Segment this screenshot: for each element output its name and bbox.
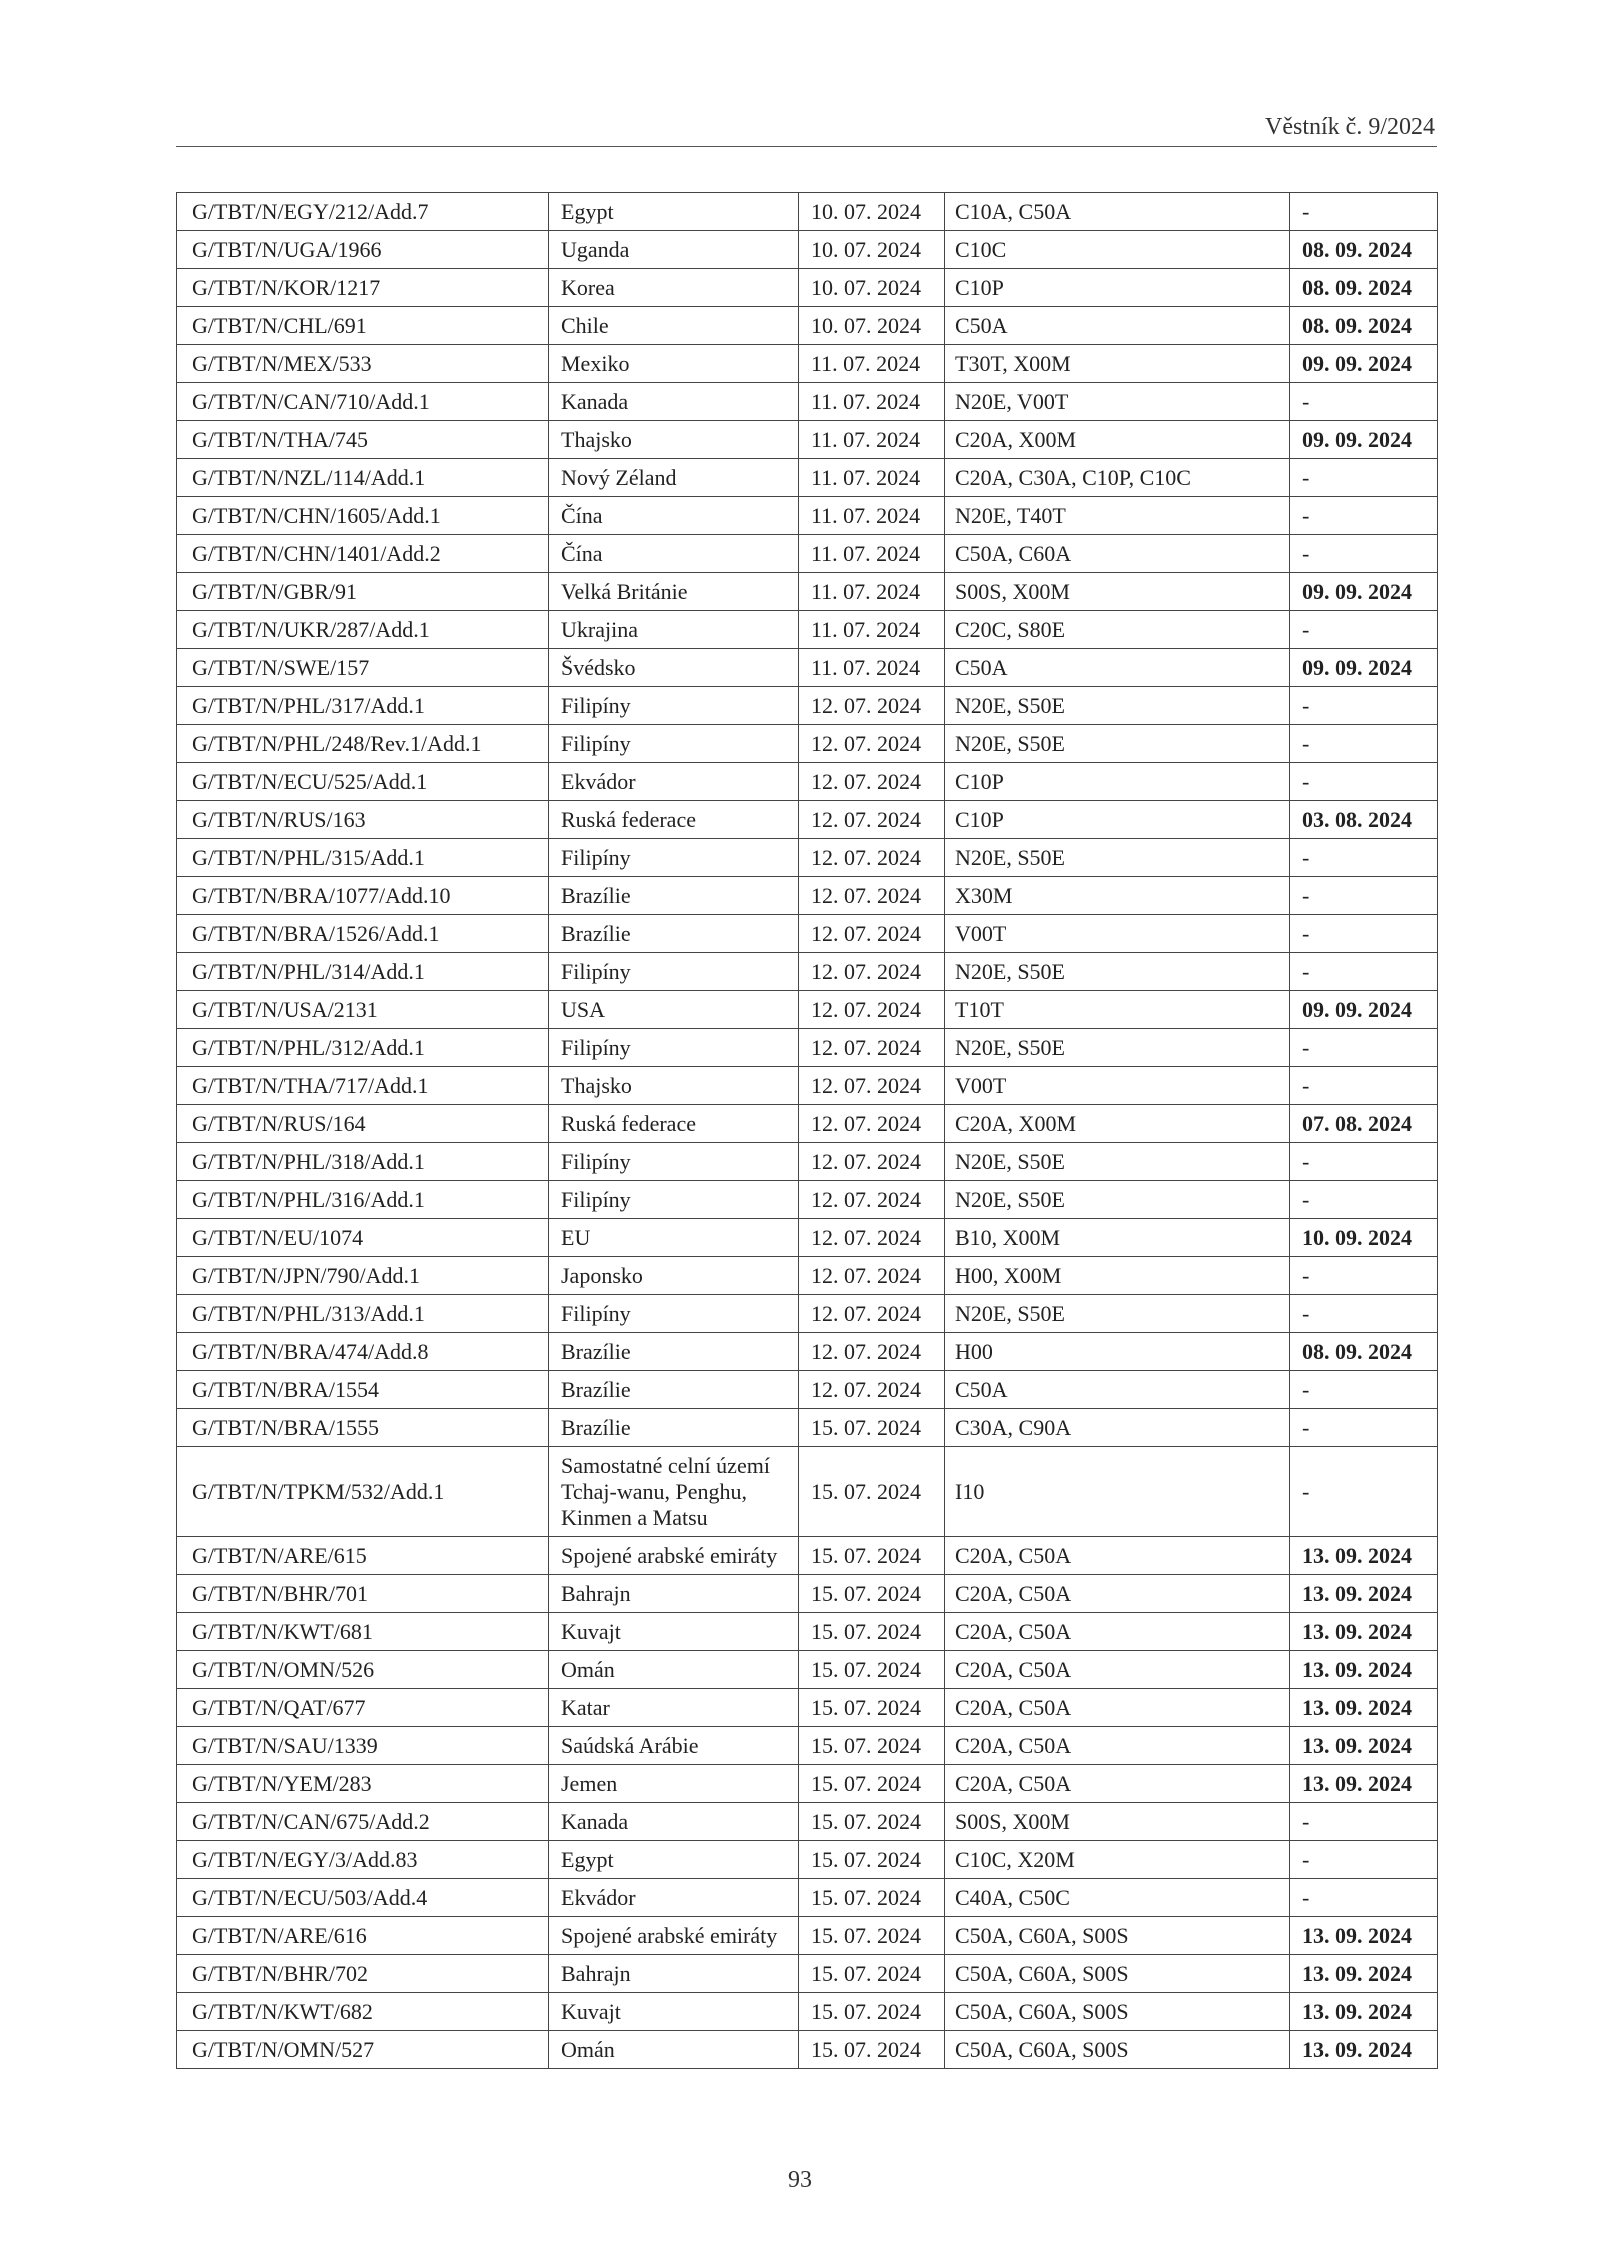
ics-codes-cell: C50A, C60A, S00S	[945, 1993, 1290, 2031]
table-row	[177, 649, 1438, 687]
notification-symbol-cell: G/TBT/N/YEM/283	[177, 1765, 549, 1803]
notification-symbol-cell: G/TBT/N/TPKM/532/Add.1	[177, 1447, 549, 1537]
date-cell: 12. 07. 2024	[799, 1333, 945, 1371]
comment-deadline-cell: -	[1290, 1409, 1438, 1447]
date-cell: 15. 07. 2024	[799, 1651, 945, 1689]
table-row	[177, 1029, 1438, 1067]
table-row	[177, 1371, 1438, 1409]
comment-deadline-cell: -	[1290, 953, 1438, 991]
comment-deadline-cell: 09. 09. 2024	[1290, 345, 1438, 383]
country-cell: Filipíny	[549, 1181, 799, 1219]
comment-deadline-cell: -	[1290, 687, 1438, 725]
ics-codes-cell: V00T	[945, 915, 1290, 953]
comment-deadline-cell: -	[1290, 497, 1438, 535]
ics-codes-cell: C10C, X20M	[945, 1841, 1290, 1879]
table-row	[177, 497, 1438, 535]
ics-codes-cell: C20A, C50A	[945, 1613, 1290, 1651]
country-cell: Filipíny	[549, 725, 799, 763]
ics-codes-cell: N20E, S50E	[945, 953, 1290, 991]
comment-deadline-cell: 09. 09. 2024	[1290, 991, 1438, 1029]
table-row	[177, 1651, 1438, 1689]
table-row	[177, 801, 1438, 839]
date-cell: 12. 07. 2024	[799, 877, 945, 915]
ics-codes-cell: N20E, S50E	[945, 839, 1290, 877]
notification-symbol-cell: G/TBT/N/OMN/527	[177, 2031, 549, 2069]
ics-codes-cell: X30M	[945, 877, 1290, 915]
date-cell: 11. 07. 2024	[799, 497, 945, 535]
date-cell: 12. 07. 2024	[799, 1067, 945, 1105]
country-cell: Bahrajn	[549, 1955, 799, 1993]
country-cell: Jemen	[549, 1765, 799, 1803]
country-cell: Brazílie	[549, 877, 799, 915]
country-cell: Filipíny	[549, 1295, 799, 1333]
table-row	[177, 1105, 1438, 1143]
notification-symbol-cell: G/TBT/N/PHL/248/Rev.1/Add.1	[177, 725, 549, 763]
ics-codes-cell: C50A, C60A	[945, 535, 1290, 573]
country-cell: Uganda	[549, 231, 799, 269]
notification-symbol-cell: G/TBT/N/SWE/157	[177, 649, 549, 687]
bulletin-title: Věstník č. 9/2024	[1265, 114, 1435, 140]
comment-deadline-cell: -	[1290, 1143, 1438, 1181]
table-row	[177, 1803, 1438, 1841]
notification-symbol-cell: G/TBT/N/SAU/1339	[177, 1727, 549, 1765]
notification-symbol-cell: G/TBT/N/UGA/1966	[177, 231, 549, 269]
table-row	[177, 1257, 1438, 1295]
table-row	[177, 459, 1438, 497]
table-row	[177, 1841, 1438, 1879]
notification-symbol-cell: G/TBT/N/ARE/616	[177, 1917, 549, 1955]
comment-deadline-cell: -	[1290, 839, 1438, 877]
country-cell: Kuvajt	[549, 1613, 799, 1651]
table-row	[177, 725, 1438, 763]
country-cell: Ekvádor	[549, 1879, 799, 1917]
table-row	[177, 1219, 1438, 1257]
notification-symbol-cell: G/TBT/N/ECU/503/Add.4	[177, 1879, 549, 1917]
table-row	[177, 1955, 1438, 1993]
table-row	[177, 307, 1438, 345]
country-cell: Ekvádor	[549, 763, 799, 801]
comment-deadline-cell: 13. 09. 2024	[1290, 1651, 1438, 1689]
notification-symbol-cell: G/TBT/N/QAT/677	[177, 1689, 549, 1727]
comment-deadline-cell: -	[1290, 459, 1438, 497]
country-cell: Thajsko	[549, 421, 799, 459]
country-cell: Švédsko	[549, 649, 799, 687]
table-row	[177, 991, 1438, 1029]
date-cell: 15. 07. 2024	[799, 1879, 945, 1917]
comment-deadline-cell: -	[1290, 725, 1438, 763]
country-cell: Samostatné celní území Tchaj-wanu, Penghu, Kinmen a Matsu	[549, 1447, 799, 1537]
table-row	[177, 231, 1438, 269]
ics-codes-cell: S00S, X00M	[945, 1803, 1290, 1841]
comment-deadline-cell: 09. 09. 2024	[1290, 573, 1438, 611]
comment-deadline-cell: -	[1290, 1067, 1438, 1105]
date-cell: 12. 07. 2024	[799, 1371, 945, 1409]
ics-codes-cell: C20A, C50A	[945, 1765, 1290, 1803]
country-cell: Ukrajina	[549, 611, 799, 649]
date-cell: 15. 07. 2024	[799, 1613, 945, 1651]
date-cell: 11. 07. 2024	[799, 649, 945, 687]
country-cell: Brazílie	[549, 1371, 799, 1409]
ics-codes-cell: N20E, S50E	[945, 1029, 1290, 1067]
comment-deadline-cell: 13. 09. 2024	[1290, 1993, 1438, 2031]
comment-deadline-cell: -	[1290, 193, 1438, 231]
ics-codes-cell: H00, X00M	[945, 1257, 1290, 1295]
country-cell: Filipíny	[549, 953, 799, 991]
country-cell: Brazílie	[549, 1409, 799, 1447]
comment-deadline-cell: -	[1290, 1841, 1438, 1879]
ics-codes-cell: C20C, S80E	[945, 611, 1290, 649]
ics-codes-cell: C50A	[945, 1371, 1290, 1409]
comment-deadline-cell: -	[1290, 1029, 1438, 1067]
notification-symbol-cell: G/TBT/N/KWT/682	[177, 1993, 549, 2031]
table-row	[177, 1295, 1438, 1333]
ics-codes-cell: N20E, S50E	[945, 1181, 1290, 1219]
table-row	[177, 877, 1438, 915]
country-cell: Filipíny	[549, 839, 799, 877]
ics-codes-cell: C10P	[945, 269, 1290, 307]
country-cell: Velká Británie	[549, 573, 799, 611]
comment-deadline-cell: 13. 09. 2024	[1290, 1537, 1438, 1575]
date-cell: 12. 07. 2024	[799, 1105, 945, 1143]
ics-codes-cell: C20A, X00M	[945, 421, 1290, 459]
table-row	[177, 1689, 1438, 1727]
country-cell: Bahrajn	[549, 1575, 799, 1613]
date-cell: 12. 07. 2024	[799, 1143, 945, 1181]
date-cell: 12. 07. 2024	[799, 1295, 945, 1333]
date-cell: 15. 07. 2024	[799, 1993, 945, 2031]
notification-symbol-cell: G/TBT/N/BRA/1555	[177, 1409, 549, 1447]
ics-codes-cell: I10	[945, 1447, 1290, 1537]
date-cell: 12. 07. 2024	[799, 1257, 945, 1295]
table-row	[177, 269, 1438, 307]
comment-deadline-cell: 08. 09. 2024	[1290, 231, 1438, 269]
notification-symbol-cell: G/TBT/N/JPN/790/Add.1	[177, 1257, 549, 1295]
country-cell: Kuvajt	[549, 1993, 799, 2031]
country-cell: Omán	[549, 2031, 799, 2069]
date-cell: 10. 07. 2024	[799, 307, 945, 345]
country-cell: Chile	[549, 307, 799, 345]
comment-deadline-cell: -	[1290, 1803, 1438, 1841]
table-row	[177, 687, 1438, 725]
page-header	[176, 112, 1437, 147]
table-row	[177, 611, 1438, 649]
ics-codes-cell: C20A, C50A	[945, 1575, 1290, 1613]
date-cell: 12. 07. 2024	[799, 915, 945, 953]
date-cell: 11. 07. 2024	[799, 383, 945, 421]
notification-symbol-cell: G/TBT/N/BRA/1554	[177, 1371, 549, 1409]
date-cell: 15. 07. 2024	[799, 1537, 945, 1575]
notification-symbol-cell: G/TBT/N/PHL/314/Add.1	[177, 953, 549, 991]
ics-codes-cell: N20E, S50E	[945, 687, 1290, 725]
ics-codes-cell: T10T	[945, 991, 1290, 1029]
table-row	[177, 1765, 1438, 1803]
notification-symbol-cell: G/TBT/N/BHR/702	[177, 1955, 549, 1993]
ics-codes-cell: C10P	[945, 763, 1290, 801]
table-row	[177, 1181, 1438, 1219]
comment-deadline-cell: 09. 09. 2024	[1290, 421, 1438, 459]
table-row	[177, 573, 1438, 611]
table-row	[177, 915, 1438, 953]
date-cell: 12. 07. 2024	[799, 1029, 945, 1067]
notification-symbol-cell: G/TBT/N/EGY/3/Add.83	[177, 1841, 549, 1879]
country-cell: Saúdská Arábie	[549, 1727, 799, 1765]
notification-symbol-cell: G/TBT/N/CAN/710/Add.1	[177, 383, 549, 421]
notification-symbol-cell: G/TBT/N/BHR/701	[177, 1575, 549, 1613]
comment-deadline-cell: 13. 09. 2024	[1290, 1955, 1438, 1993]
date-cell: 12. 07. 2024	[799, 839, 945, 877]
comment-deadline-cell: -	[1290, 877, 1438, 915]
notification-symbol-cell: G/TBT/N/KWT/681	[177, 1613, 549, 1651]
comment-deadline-cell: 13. 09. 2024	[1290, 1613, 1438, 1651]
country-cell: Japonsko	[549, 1257, 799, 1295]
date-cell: 11. 07. 2024	[799, 611, 945, 649]
country-cell: USA	[549, 991, 799, 1029]
comment-deadline-cell: -	[1290, 915, 1438, 953]
table-row	[177, 2031, 1438, 2069]
date-cell: 11. 07. 2024	[799, 459, 945, 497]
country-cell: Čína	[549, 535, 799, 573]
comment-deadline-cell: -	[1290, 611, 1438, 649]
notification-symbol-cell: G/TBT/N/THA/717/Add.1	[177, 1067, 549, 1105]
comment-deadline-cell: 13. 09. 2024	[1290, 1575, 1438, 1613]
table-row	[177, 535, 1438, 573]
table-row	[177, 193, 1438, 231]
date-cell: 15. 07. 2024	[799, 1689, 945, 1727]
country-cell: Korea	[549, 269, 799, 307]
notification-symbol-cell: G/TBT/N/PHL/315/Add.1	[177, 839, 549, 877]
country-cell: Filipíny	[549, 1029, 799, 1067]
notification-symbol-cell: G/TBT/N/ARE/615	[177, 1537, 549, 1575]
ics-codes-cell: C20A, C50A	[945, 1651, 1290, 1689]
notification-symbol-cell: G/TBT/N/RUS/163	[177, 801, 549, 839]
date-cell: 11. 07. 2024	[799, 345, 945, 383]
ics-codes-cell: C20A, C50A	[945, 1537, 1290, 1575]
country-cell: Omán	[549, 1651, 799, 1689]
ics-codes-cell: T30T, X00M	[945, 345, 1290, 383]
notification-symbol-cell: G/TBT/N/RUS/164	[177, 1105, 549, 1143]
table-row	[177, 953, 1438, 991]
comment-deadline-cell: -	[1290, 383, 1438, 421]
date-cell: 15. 07. 2024	[799, 1917, 945, 1955]
country-cell: Nový Zéland	[549, 459, 799, 497]
comment-deadline-cell: 09. 09. 2024	[1290, 649, 1438, 687]
notification-symbol-cell: G/TBT/N/CAN/675/Add.2	[177, 1803, 549, 1841]
comment-deadline-cell: 10. 09. 2024	[1290, 1219, 1438, 1257]
notification-symbol-cell: G/TBT/N/PHL/317/Add.1	[177, 687, 549, 725]
comment-deadline-cell: 08. 09. 2024	[1290, 1333, 1438, 1371]
comment-deadline-cell: -	[1290, 1181, 1438, 1219]
comment-deadline-cell: -	[1290, 1447, 1438, 1537]
table-row	[177, 1993, 1438, 2031]
country-cell: Kanada	[549, 383, 799, 421]
date-cell: 12. 07. 2024	[799, 1181, 945, 1219]
date-cell: 15. 07. 2024	[799, 2031, 945, 2069]
notification-symbol-cell: G/TBT/N/PHL/316/Add.1	[177, 1181, 549, 1219]
page-number: 93	[788, 2167, 812, 2193]
ics-codes-cell: N20E, V00T	[945, 383, 1290, 421]
date-cell: 15. 07. 2024	[799, 1955, 945, 1993]
comment-deadline-cell: 13. 09. 2024	[1290, 1765, 1438, 1803]
notification-symbol-cell: G/TBT/N/BRA/474/Add.8	[177, 1333, 549, 1371]
notification-symbol-cell: G/TBT/N/CHN/1605/Add.1	[177, 497, 549, 535]
comment-deadline-cell: -	[1290, 1371, 1438, 1409]
comment-deadline-cell: 13. 09. 2024	[1290, 1689, 1438, 1727]
date-cell: 12. 07. 2024	[799, 953, 945, 991]
date-cell: 12. 07. 2024	[799, 687, 945, 725]
country-cell: Brazílie	[549, 1333, 799, 1371]
date-cell: 10. 07. 2024	[799, 269, 945, 307]
ics-codes-cell: C20A, C50A	[945, 1727, 1290, 1765]
date-cell: 10. 07. 2024	[799, 193, 945, 231]
ics-codes-cell: C40A, C50C	[945, 1879, 1290, 1917]
ics-codes-cell: S00S, X00M	[945, 573, 1290, 611]
notification-table-body	[177, 193, 1438, 2069]
notification-symbol-cell: G/TBT/N/BRA/1526/Add.1	[177, 915, 549, 953]
ics-codes-cell: C10A, C50A	[945, 193, 1290, 231]
comment-deadline-cell: -	[1290, 535, 1438, 573]
notification-symbol-cell: G/TBT/N/BRA/1077/Add.10	[177, 877, 549, 915]
table-row	[177, 1613, 1438, 1651]
table-row	[177, 1333, 1438, 1371]
country-cell: Ruská federace	[549, 1105, 799, 1143]
date-cell: 11. 07. 2024	[799, 535, 945, 573]
notification-symbol-cell: G/TBT/N/CHN/1401/Add.2	[177, 535, 549, 573]
date-cell: 15. 07. 2024	[799, 1765, 945, 1803]
country-cell: Filipíny	[549, 687, 799, 725]
comment-deadline-cell: 07. 08. 2024	[1290, 1105, 1438, 1143]
comment-deadline-cell: 13. 09. 2024	[1290, 1917, 1438, 1955]
date-cell: 15. 07. 2024	[799, 1575, 945, 1613]
notification-symbol-cell: G/TBT/N/EU/1074	[177, 1219, 549, 1257]
country-cell: Egypt	[549, 193, 799, 231]
country-cell: EU	[549, 1219, 799, 1257]
country-cell: Thajsko	[549, 1067, 799, 1105]
table-row	[177, 1879, 1438, 1917]
notification-symbol-cell: G/TBT/N/CHL/691	[177, 307, 549, 345]
date-cell: 11. 07. 2024	[799, 573, 945, 611]
ics-codes-cell: C10P	[945, 801, 1290, 839]
date-cell: 15. 07. 2024	[799, 1447, 945, 1537]
ics-codes-cell: C20A, C50A	[945, 1689, 1290, 1727]
table-row	[177, 1447, 1438, 1537]
date-cell: 15. 07. 2024	[799, 1803, 945, 1841]
ics-codes-cell: H00	[945, 1333, 1290, 1371]
ics-codes-cell: N20E, S50E	[945, 1295, 1290, 1333]
date-cell: 12. 07. 2024	[799, 991, 945, 1029]
ics-codes-cell: V00T	[945, 1067, 1290, 1105]
ics-codes-cell: C10C	[945, 231, 1290, 269]
country-cell: Spojené arabské emiráty	[549, 1917, 799, 1955]
date-cell: 12. 07. 2024	[799, 801, 945, 839]
date-cell: 12. 07. 2024	[799, 725, 945, 763]
comment-deadline-cell: -	[1290, 1295, 1438, 1333]
table-row	[177, 383, 1438, 421]
comment-deadline-cell: 03. 08. 2024	[1290, 801, 1438, 839]
notification-symbol-cell: G/TBT/N/PHL/318/Add.1	[177, 1143, 549, 1181]
country-cell: Katar	[549, 1689, 799, 1727]
comment-deadline-cell: 08. 09. 2024	[1290, 307, 1438, 345]
comment-deadline-cell: 08. 09. 2024	[1290, 269, 1438, 307]
ics-codes-cell: C50A	[945, 649, 1290, 687]
table-row	[177, 1143, 1438, 1181]
notification-symbol-cell: G/TBT/N/USA/2131	[177, 991, 549, 1029]
date-cell: 15. 07. 2024	[799, 1727, 945, 1765]
ics-codes-cell: C50A	[945, 307, 1290, 345]
table-row	[177, 1575, 1438, 1613]
date-cell: 12. 07. 2024	[799, 1219, 945, 1257]
date-cell: 15. 07. 2024	[799, 1841, 945, 1879]
ics-codes-cell: N20E, T40T	[945, 497, 1290, 535]
notification-symbol-cell: G/TBT/N/NZL/114/Add.1	[177, 459, 549, 497]
country-cell: Ruská federace	[549, 801, 799, 839]
ics-codes-cell: C20A, X00M	[945, 1105, 1290, 1143]
country-cell: Egypt	[549, 1841, 799, 1879]
country-cell: Kanada	[549, 1803, 799, 1841]
notification-symbol-cell: G/TBT/N/ECU/525/Add.1	[177, 763, 549, 801]
notification-symbol-cell: G/TBT/N/PHL/313/Add.1	[177, 1295, 549, 1333]
ics-codes-cell: C20A, C30A, C10P, C10C	[945, 459, 1290, 497]
comment-deadline-cell: -	[1290, 1257, 1438, 1295]
date-cell: 10. 07. 2024	[799, 231, 945, 269]
notification-symbol-cell: G/TBT/N/THA/745	[177, 421, 549, 459]
table-row	[177, 839, 1438, 877]
ics-codes-cell: N20E, S50E	[945, 1143, 1290, 1181]
date-cell: 11. 07. 2024	[799, 421, 945, 459]
ics-codes-cell: C50A, C60A, S00S	[945, 1955, 1290, 1993]
ics-codes-cell: B10, X00M	[945, 1219, 1290, 1257]
table-row	[177, 1917, 1438, 1955]
notification-symbol-cell: G/TBT/N/MEX/533	[177, 345, 549, 383]
date-cell: 12. 07. 2024	[799, 763, 945, 801]
table-row	[177, 1537, 1438, 1575]
comment-deadline-cell: -	[1290, 1879, 1438, 1917]
notification-symbol-cell: G/TBT/N/PHL/312/Add.1	[177, 1029, 549, 1067]
table-row	[177, 1727, 1438, 1765]
comment-deadline-cell: 13. 09. 2024	[1290, 2031, 1438, 2069]
notification-symbol-cell: G/TBT/N/EGY/212/Add.7	[177, 193, 549, 231]
ics-codes-cell: C50A, C60A, S00S	[945, 1917, 1290, 1955]
table-row	[177, 421, 1438, 459]
ics-codes-cell: C50A, C60A, S00S	[945, 2031, 1290, 2069]
table-row	[177, 763, 1438, 801]
comment-deadline-cell: -	[1290, 763, 1438, 801]
notification-table	[176, 192, 1438, 2069]
country-cell: Brazílie	[549, 915, 799, 953]
table-row	[177, 1409, 1438, 1447]
notification-symbol-cell: G/TBT/N/KOR/1217	[177, 269, 549, 307]
country-cell: Spojené arabské emiráty	[549, 1537, 799, 1575]
table-row	[177, 1067, 1438, 1105]
country-cell: Čína	[549, 497, 799, 535]
notification-symbol-cell: G/TBT/N/GBR/91	[177, 573, 549, 611]
country-cell: Filipíny	[549, 1143, 799, 1181]
ics-codes-cell: C30A, C90A	[945, 1409, 1290, 1447]
ics-codes-cell: N20E, S50E	[945, 725, 1290, 763]
notification-symbol-cell: G/TBT/N/UKR/287/Add.1	[177, 611, 549, 649]
country-cell: Mexiko	[549, 345, 799, 383]
notification-symbol-cell: G/TBT/N/OMN/526	[177, 1651, 549, 1689]
date-cell: 15. 07. 2024	[799, 1409, 945, 1447]
table-row	[177, 345, 1438, 383]
comment-deadline-cell: 13. 09. 2024	[1290, 1727, 1438, 1765]
